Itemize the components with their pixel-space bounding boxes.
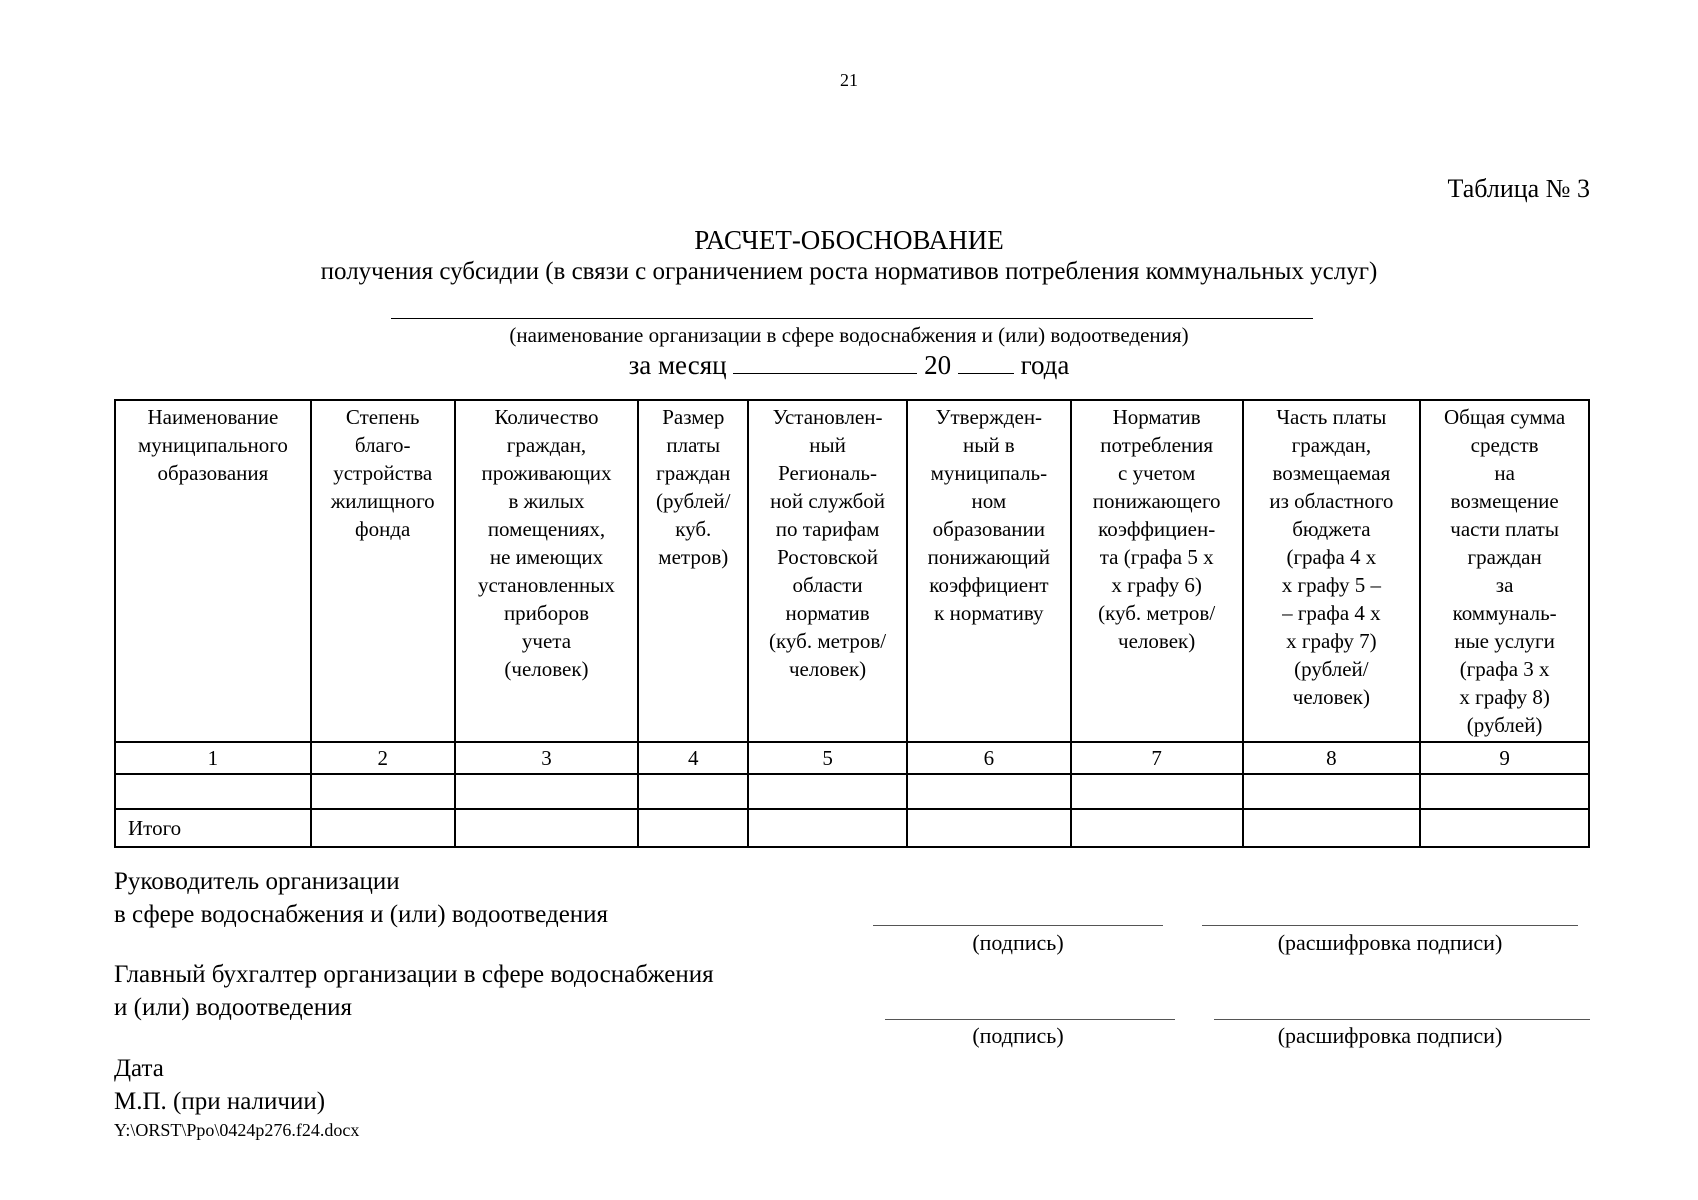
file-path: Y:\ORST\Ppo\0424p276.f24.docx (114, 1120, 360, 1140)
table-cell (1243, 809, 1421, 847)
stamp-label: М.П. (при наличии) (114, 1088, 326, 1115)
document-title: РАСЧЕТ-ОБОСНОВАНИЕ (694, 225, 1004, 255)
table-cell (907, 774, 1071, 809)
head-signature-label (114, 865, 608, 931)
table-label: Таблица № 3 (1447, 174, 1590, 203)
table-cell (748, 809, 907, 847)
header-cell: Норматив потребления с учетом понижающего коэффициен- та (графа 5 х х графу 6) (куб. метров/ человек) (1071, 400, 1243, 742)
header-cell: Установлен- ный Региональ- ной службой по тарифам Ростовской области норматив (куб. метров/ человек) (748, 400, 907, 742)
header-cell: Размер платы граждан (рублей/ куб. метров) (638, 400, 748, 742)
total-row (115, 809, 1589, 847)
table-cell (907, 809, 1071, 847)
period-suffix: года (1020, 350, 1070, 380)
table-cell (455, 809, 639, 847)
table-cell (115, 774, 311, 809)
header-cell: Количество граждан, проживающих в жилых помещениях, не имеющих установленных приборов учета (человек) (455, 400, 639, 742)
table-cell (311, 774, 455, 809)
table-cell (1420, 774, 1589, 809)
organization-caption: (наименование организации в сфере водоснабжения и (или) водоотведения) (509, 323, 1189, 347)
organization-name-line (391, 318, 1313, 319)
head-decode-caption: (расшифровка подписи) (1277, 930, 1503, 955)
document-subtitle: получения субсидии (в связи с ограничением роста нормативов потребления коммунальных услуг) (320, 258, 1378, 285)
period-prefix: за месяц (628, 350, 727, 380)
table-cell (748, 774, 907, 809)
accountant-signature-caption: (подпись) (972, 1023, 1064, 1048)
table-header-row (115, 400, 1589, 742)
column-number-row (115, 742, 1589, 774)
accountant-signature-label (114, 958, 714, 1024)
total-label: Итого (115, 809, 311, 847)
header-cell: Степень благо- устройства жилищного фонда (311, 400, 455, 742)
column-number: 3 (455, 742, 639, 774)
period-year-prefix: 20 (924, 350, 952, 380)
head-label-line1: Руководитель организации (114, 868, 400, 895)
accountant-decode-caption: (расшифровка подписи) (1277, 1023, 1503, 1048)
head-signature-caption: (подпись) (972, 930, 1064, 955)
table-cell (1243, 774, 1421, 809)
page-number: 21 (840, 70, 858, 90)
column-number: 7 (1071, 742, 1243, 774)
table-cell (1071, 774, 1243, 809)
column-number: 1 (115, 742, 311, 774)
header-cell: Общая сумма средств на возмещение части платы граждан за коммуналь- ные услуги (графа 3 х х графу 8) (рублей) (1420, 400, 1589, 742)
column-number: 9 (1420, 742, 1589, 774)
column-number: 5 (748, 742, 907, 774)
head-label-line2: в сфере водоснабжения и (или) водоотведения (114, 901, 609, 928)
accountant-signature-line (885, 1019, 1175, 1020)
column-number: 4 (638, 742, 748, 774)
accountant-label-line2: и (или) водоотведения (114, 994, 352, 1021)
table-cell (1071, 809, 1243, 847)
subsidy-table (114, 399, 1590, 848)
year-blank (958, 349, 1014, 374)
header-cell: Наименование муниципального образования (115, 400, 311, 742)
accountant-decode-line (1214, 1019, 1590, 1020)
head-decode-line (1202, 925, 1578, 926)
head-signature-line (873, 925, 1163, 926)
header-cell: Часть платы граждан, возмещаемая из областного бюджета (графа 4 х х графу 5 – – графа 4 х х графу 7) (рублей/ человек) (1243, 400, 1421, 742)
table-cell (311, 809, 455, 847)
date-label: Дата (114, 1055, 164, 1082)
column-number: 8 (1243, 742, 1421, 774)
table-cell (1420, 809, 1589, 847)
column-number: 2 (311, 742, 455, 774)
header-cell: Утвержден- ный в муниципаль- ном образовании понижающий коэффициент к нормативу (907, 400, 1071, 742)
accountant-label-line1: Главный бухгалтер организации в сфере водоснабжения (114, 961, 714, 988)
column-number: 6 (907, 742, 1071, 774)
period-line (0, 349, 1698, 381)
table-cell (638, 774, 748, 809)
table-row (115, 774, 1589, 809)
table-cell (455, 774, 639, 809)
month-blank (733, 349, 917, 374)
table-cell (638, 809, 748, 847)
